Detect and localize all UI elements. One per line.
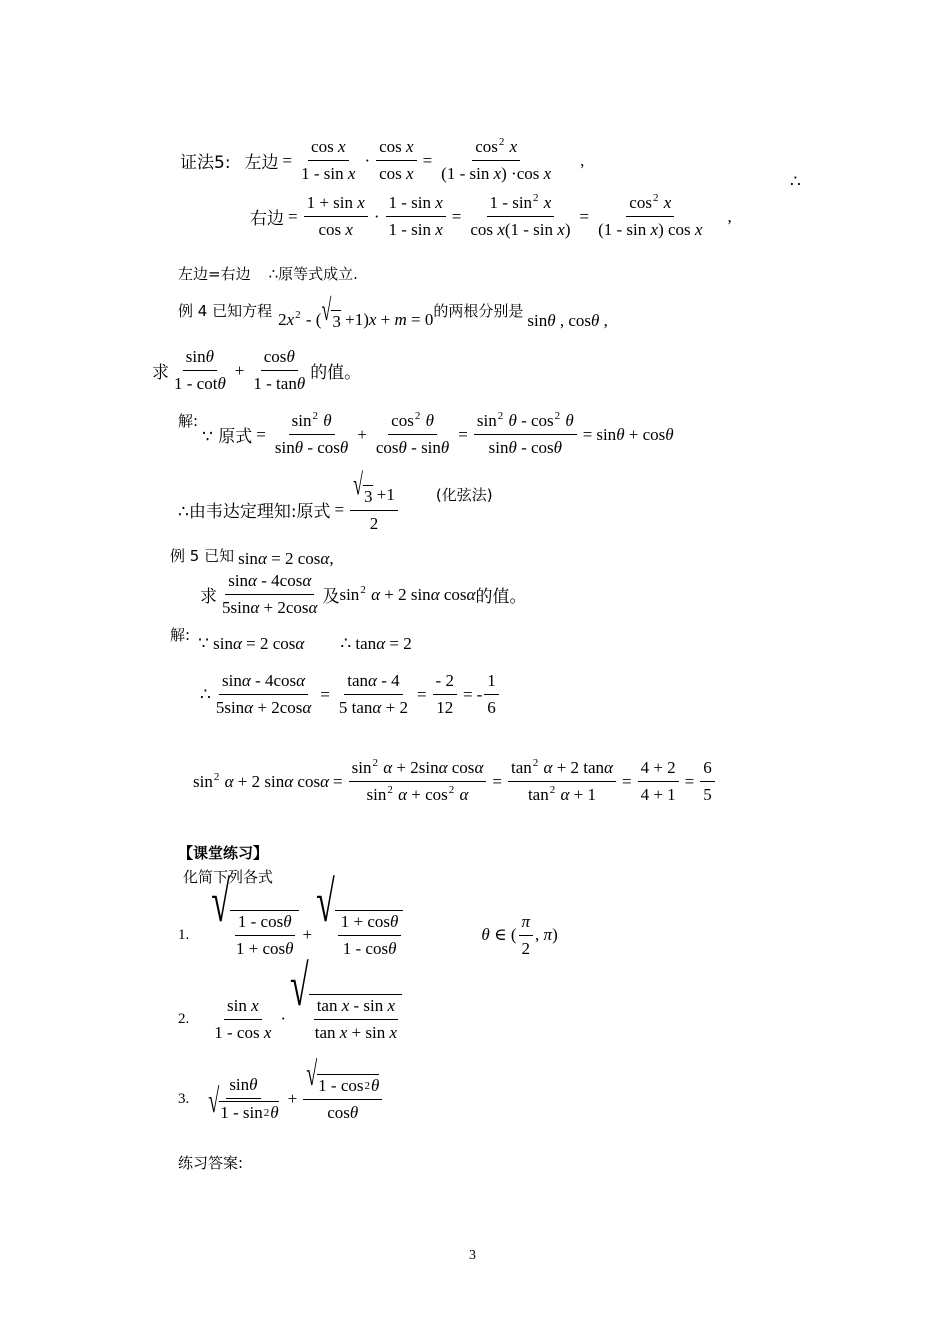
practice-item-2: 2. $\frac{\text{sin x}}{\text{1 - cos x}}$ · √ $\frac{\text{tan x - sin x}}{\text{tan x + sin x}}$ xyxy=(178,994,402,1044)
example4-value-text: 的值。 xyxy=(310,363,362,383)
fraction: $\frac{- 2}{12}$ xyxy=(433,670,457,719)
item-number: 2. xyxy=(178,1010,190,1027)
fraction: $\frac{4 + 2}{4 + 1}$ xyxy=(638,757,679,806)
fraction: $\frac{\tan\alpha - 4}{5 \tan\alpha + 2}$ xyxy=(338,671,408,717)
example4-ask: 求 xyxy=(152,363,169,383)
fraction: $\frac{1 + \cos\theta}{1 - \cos\theta}$ xyxy=(338,911,402,960)
practice-item-3: 3. sinθ √ 1 - sin 2 θ + √ 1 - cos 2 θ cosθ xyxy=(178,1074,384,1124)
fraction: √ 3 +1 2 xyxy=(350,484,398,535)
example4-intro: 例 4 已知方程 xyxy=(178,302,273,320)
example5-statement: 例 5 已知 sinα = 2 cosα , xyxy=(170,547,334,568)
fraction: $\frac{\text{tan x - sin x}}{\text{tan x + sin x}}$ xyxy=(314,996,398,1042)
fraction: sinθ √ 1 - sin 2 θ xyxy=(208,1075,279,1122)
comma: , xyxy=(580,150,585,170)
fraction: $\frac{\pi}{2}$ xyxy=(519,911,534,960)
practice-answer-label: 练习答案: xyxy=(178,1154,244,1172)
example5-ask: 求 xyxy=(200,587,217,607)
fraction: $\frac{1}{6}$ xyxy=(484,670,499,719)
fraction: $\frac{\sin^2 \alpha + 2\sin\alpha \cos\alpha}{\sin^2 \alpha + \cos^2 \alpha}$ xyxy=(349,757,487,806)
page-number: 3 xyxy=(469,1248,476,1263)
fraction: $\frac{\text{cos x}}{\text{cos x}}$ xyxy=(376,136,416,185)
fraction: $\frac{\sin^2 \theta}{\sin\theta - \cos\theta}$ xyxy=(274,410,349,457)
fraction: $\frac{\sin\alpha - 4\cos\alpha}{5\sin\alpha + 2\cos\alpha}$ xyxy=(215,671,312,717)
proof5-right-side: 右边 xyxy=(250,209,284,229)
fraction: $\frac{1 - \sin^2 x}{\text{cos x(1 - sin x)}}$ xyxy=(470,192,571,239)
example5-step1: ∴ $\frac{\sin\alpha - 4\cos\alpha}{5\sin\alpha + 2\cos\alpha}$ = $\frac{\tan\alpha - 4}{5 \tan\alpha + 2}$ = $\frac{- 2}{12}$ = - $\frac{1}{6}$ xyxy=(200,670,501,719)
method-note: (化弦法) xyxy=(435,486,493,504)
fraction: $\frac{\cos\theta}{1 - \tan\theta}$ xyxy=(253,347,306,393)
fraction: $\frac{\cos^2 \theta}{\cos\theta - \sin\theta}$ xyxy=(375,410,450,457)
practice-heading: 【课堂练习】 xyxy=(178,844,269,862)
proof5-conclusion: 左边=右边 ∴原等式成立. xyxy=(178,265,358,283)
because-text: ∵ 原式 xyxy=(202,427,253,447)
example4-question: 求 $\frac{\sin\theta}{1 - \cot\theta}$ + $\frac{\cos\theta}{1 - \tan\theta}$ 的值。 xyxy=(152,347,362,393)
example4-solution: 解: ∵ 原式 = $\frac{\sin^2 \theta}{\sin\theta - \cos\theta}$ + $\frac{\cos^2 \theta}{\cos\theta - \sin\theta}$ = $\frac{\sin^2 \theta - \cos^2 \theta}{\sin\theta - \cos\theta}$ = sinθ + cosθ xyxy=(178,410,674,457)
comma: , xyxy=(727,206,732,226)
example5-question: 求 $\frac{\sin\alpha - 4\cos\alpha}{5\sin\alpha + 2\cos\alpha}$ 及 $\sin^2 \alpha + 2$ sinα cosα 的值。 xyxy=(200,571,527,617)
item-number: 1. xyxy=(178,926,190,943)
fraction: $\frac{\tan^2 \alpha + 2 \tan\alpha}{\tan^2 \alpha + 1}$ xyxy=(508,757,616,806)
and-text: 及 xyxy=(322,587,340,607)
fraction: $\frac{\text{1 + sin x}}{\text{cos x}}$ xyxy=(304,192,368,241)
solution-label: 解: xyxy=(170,626,191,644)
example5-step2: $\sin^2 \alpha + 2$ sinα cosα = $\frac{\sin^2 \alpha + 2\sin\alpha \cos\alpha}{\sin^2 \alpha + \cos^2 \alpha}$ = $\frac{\tan^2 \alpha + 2 \tan\alpha}{\tan^2 \alpha + 1}$ = $\frac{4 + 2}{4 + 1}$ = $\frac{6}{5}$ xyxy=(193,757,717,806)
fraction: √ 1 - cos 2 θ cosθ xyxy=(303,1074,382,1124)
proof5-left-line: 证法5: 左边 = $\frac{\text{cos x}}{\text{1 - sin x}}$ · $\frac{\text{cos x}}{\text{cos x}}$ = $\frac{\cos^2 x}{\text{(1 - sin x) ·cos x}}$ , xyxy=(180,136,585,183)
example5-solution: 解: ∵ sinα = 2 cosα ∴ tanα = 2 xyxy=(170,626,412,653)
solution-label: 解: xyxy=(178,412,199,430)
fraction: $\frac{\text{cos x}}{\text{1 - sin x}}$ xyxy=(301,137,356,183)
therefore-mark: ∴ xyxy=(790,172,801,191)
practice-instruction: 化简下列各式 xyxy=(183,868,274,886)
item-number: 3. xyxy=(178,1090,190,1107)
vieta-text: ∴由韦达定理知:原式 xyxy=(178,502,331,522)
fraction: $\frac{\sin\theta}{1 - \cot\theta}$ xyxy=(174,347,226,393)
example4-statement: 例 4 已知方程 $2x^2$ - ( √ 3 +1)x + m = 0 的两根分别是 sinθ , cosθ , xyxy=(178,292,608,331)
fraction: $\frac{\cos^2 x}{\text{(1 - sin x) cos x}}$ xyxy=(598,192,703,239)
example5-value-text: 的值。 xyxy=(475,587,527,607)
fraction: $\frac{\sin\alpha - 4\cos\alpha}{5\sin\alpha + 2\cos\alpha}$ xyxy=(222,571,318,617)
fraction: $\frac{\text{1 - sin x}}{\text{1 - sin x}}$ xyxy=(386,192,446,241)
example4-vieta: ∴由韦达定理知:原式 = √ 3 +1 2 (化弦法) xyxy=(178,467,493,533)
example5-intro: 例 5 已知 xyxy=(170,547,235,565)
proof5-label: 证法5: xyxy=(180,153,231,173)
fraction: $\frac{1 - \cos\theta}{1 + \cos\theta}$ xyxy=(235,912,294,958)
proof5-left-side: 左边 xyxy=(244,153,279,173)
fraction: $\frac{\text{sin x}}{\text{1 - cos x}}$ xyxy=(214,995,272,1042)
example4-roots-text: 的两根分别是 xyxy=(433,302,524,320)
fraction: $\frac{6}{5}$ xyxy=(700,757,715,806)
fraction: $\frac{\sin^2 \theta - \cos^2 \theta}{\sin\theta - \cos\theta}$ xyxy=(474,410,577,459)
proof5-right-line: 右边 = $\frac{\text{1 + sin x}}{\text{cos x}}$ · $\frac{\text{1 - sin x}}{\text{1 - sin x}}$ = $\frac{1 - \sin^2 x}{\text{cos x(1 - sin x)}}$ = $\frac{\cos^2 x}{\text{(1 - sin x) cos x}}$ , xyxy=(250,192,732,239)
fraction: $\frac{\cos^2 x}{\text{(1 - sin x) ·cos x}}$ xyxy=(441,136,552,183)
practice-item-1: 1. √ $\frac{1 - \cos\theta}{1 + \cos\theta}$ + √ $\frac{1 + \cos\theta}{1 - \cos\theta}$ θ ∈ ( $\frac{\pi}{2}$ , π) xyxy=(178,871,558,958)
